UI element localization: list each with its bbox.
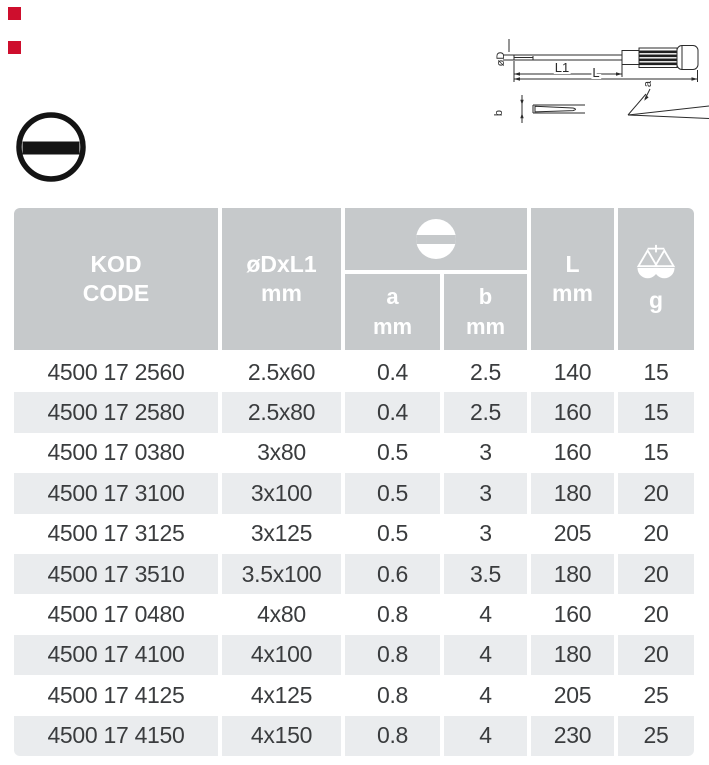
cell-b: 4 [479, 601, 492, 628]
cell-b: 4 [444, 635, 527, 675]
table-row [14, 433, 694, 473]
cell-b: 3.5 [444, 554, 527, 594]
slotted-screw-slot-icon [416, 219, 456, 259]
cell-b: 3 [444, 473, 527, 513]
b-header-label: b [478, 284, 493, 309]
weight-unit-label: g [648, 286, 664, 313]
cell-code: 4500 17 3100 [14, 473, 218, 513]
column-header-b [444, 274, 527, 350]
code-header-line1: KOD [90, 251, 142, 277]
table-row [14, 352, 694, 392]
cell-a: 0.6 [345, 554, 440, 594]
cell-l: 180 [531, 635, 614, 675]
cell-a: 0.5 [376, 520, 409, 547]
cell-a: 0.4 [376, 358, 409, 385]
cell-l: 230 [531, 716, 614, 756]
brand-square-top [8, 7, 21, 20]
cell-code: 4500 17 2580 [14, 392, 218, 432]
tip-width-dim-label: b [493, 109, 505, 117]
cell-a: 0.5 [345, 473, 440, 513]
cell-g: 15 [643, 358, 669, 385]
cell-l: 160 [531, 392, 614, 432]
cell-dim: 2.5x80 [222, 392, 341, 432]
cell-dim: 2.5x60 [247, 358, 316, 385]
cell-l: 160 [553, 601, 592, 628]
column-header-a [345, 274, 440, 350]
cell-dim: 4x125 [250, 681, 313, 708]
spec-table-body [14, 352, 694, 756]
shaft-length-dim-label: L1 [554, 60, 570, 75]
table-row [14, 594, 694, 634]
cell-b: 2.5 [444, 392, 527, 432]
cell-code: 4500 17 3510 [14, 554, 218, 594]
cell-g: 15 [618, 392, 694, 432]
column-header-dimensions [222, 208, 341, 350]
dim-header-line1: øDxL1 [246, 251, 317, 277]
cell-l: 180 [531, 554, 614, 594]
cell-l: 205 [553, 681, 592, 708]
cell-g: 20 [643, 520, 669, 547]
cell-code: 4500 17 3125 [47, 520, 185, 547]
cell-a: 0.8 [376, 601, 409, 628]
cell-l: 160 [553, 439, 592, 466]
cell-dim: 3x125 [250, 520, 313, 547]
cell-code: 4500 17 0480 [47, 601, 185, 628]
cell-dim: 3x80 [257, 439, 306, 466]
cell-code: 4500 17 0380 [47, 439, 185, 466]
cell-a: 0.8 [376, 681, 409, 708]
column-header-weight [618, 208, 694, 350]
table-row [14, 514, 694, 554]
a-header-label: a [386, 284, 399, 309]
cell-dim: 3.5x100 [222, 554, 341, 594]
cell-g: 25 [618, 716, 694, 756]
table-row [14, 716, 694, 756]
cell-b: 4 [444, 716, 527, 756]
diameter-dim-label: øD [495, 51, 507, 67]
total-length-dim-label: L [592, 65, 600, 80]
cell-b: 2.5 [469, 358, 502, 385]
cell-a: 0.4 [345, 392, 440, 432]
table-row [14, 473, 694, 513]
screwdriver-technical-drawing [480, 15, 709, 135]
cell-g: 25 [643, 681, 669, 708]
dim-header-line2: mm [261, 280, 302, 306]
cell-dim: 4x150 [222, 716, 341, 756]
tip-thickness-dim-label: a [642, 80, 654, 88]
length-header-line1: L [565, 251, 580, 277]
cell-a: 0.5 [376, 439, 409, 466]
column-header-code [14, 208, 218, 350]
table-row [14, 554, 694, 594]
b-header-unit: mm [465, 314, 506, 339]
column-header-tip-type [345, 208, 527, 270]
cell-b: 4 [479, 681, 492, 708]
slot-bar [416, 235, 456, 244]
cell-code: 4500 17 4150 [14, 716, 218, 756]
cell-b: 3 [479, 439, 492, 466]
cell-g: 20 [618, 554, 694, 594]
slotted-head-icon [13, 109, 89, 185]
spec-table-header [14, 208, 694, 350]
cell-l: 205 [553, 520, 592, 547]
cell-g: 20 [618, 635, 694, 675]
spec-table [14, 208, 694, 756]
balance-scale-icon [630, 244, 682, 281]
cell-l: 180 [531, 473, 614, 513]
length-header-line2: mm [552, 280, 593, 306]
cell-dim: 4x100 [222, 635, 341, 675]
cell-a: 0.8 [345, 635, 440, 675]
cell-code: 4500 17 4125 [47, 681, 185, 708]
table-row [14, 635, 694, 675]
a-header-unit: mm [372, 314, 413, 339]
code-header-line2: CODE [82, 280, 150, 306]
cell-dim: 3x100 [222, 473, 341, 513]
cell-code: 4500 17 4100 [14, 635, 218, 675]
table-row [14, 392, 694, 432]
brand-square-bottom [8, 41, 21, 54]
cell-a: 0.8 [345, 716, 440, 756]
cell-b: 3 [479, 520, 492, 547]
cell-g: 15 [643, 439, 669, 466]
column-header-length [531, 208, 614, 350]
cell-code: 4500 17 2560 [47, 358, 185, 385]
cell-g: 20 [643, 601, 669, 628]
cell-g: 20 [618, 473, 694, 513]
cell-l: 140 [553, 358, 592, 385]
cell-dim: 4x80 [257, 601, 306, 628]
table-row [14, 675, 694, 715]
